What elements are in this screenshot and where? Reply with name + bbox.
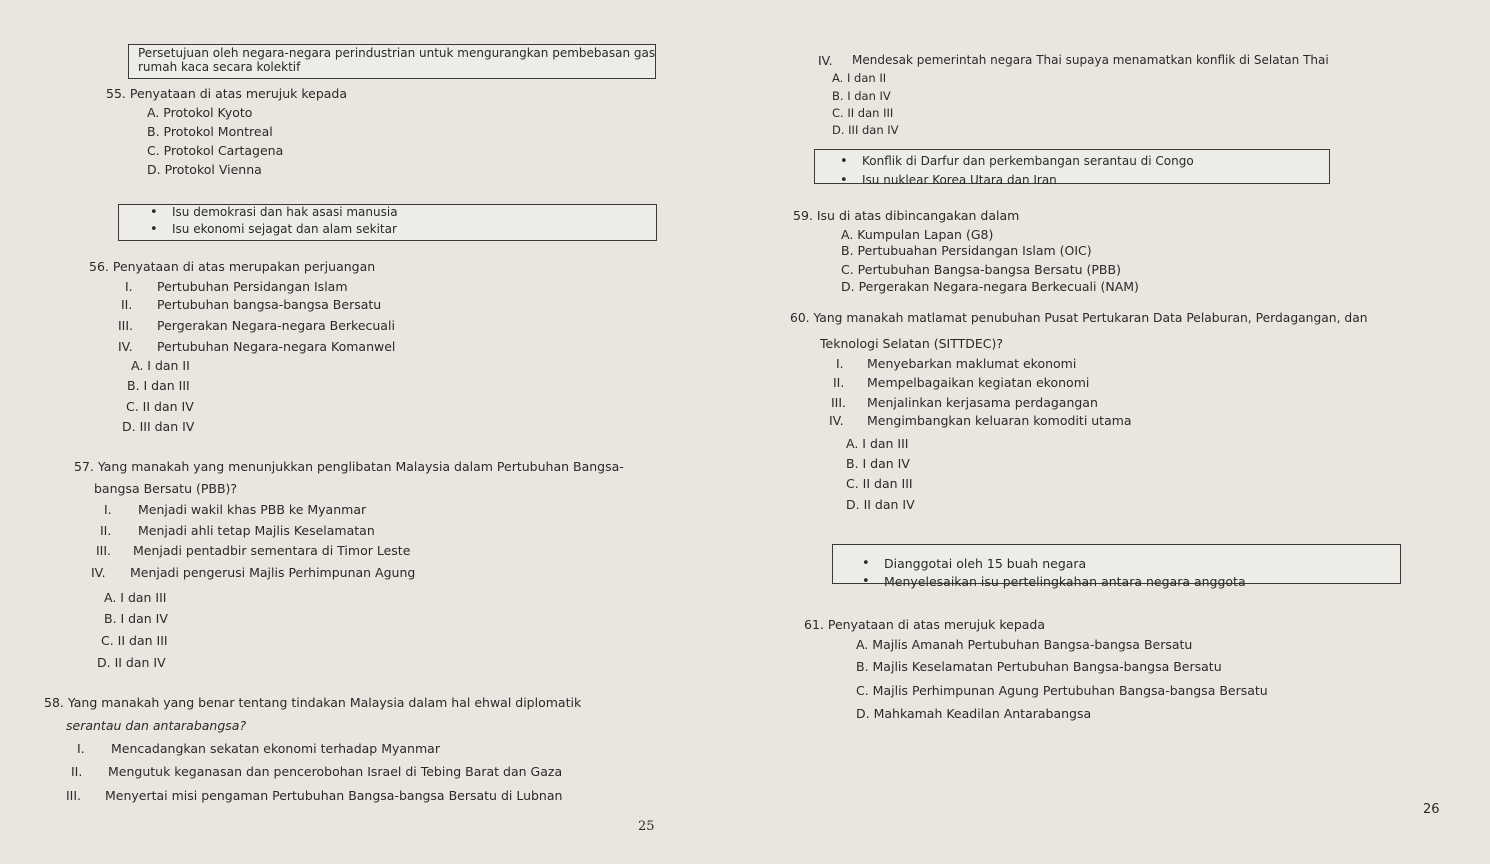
option-d: D. Pergerakan Negara-negara Berkecuali (NAM) [841, 279, 1139, 294]
option-a: A. I dan III [104, 590, 167, 605]
statement-text: Menjadi ahli tetap Majlis Keselamatan [138, 523, 375, 538]
option-a: A. Protokol Kyoto [147, 105, 253, 120]
option-d: D. II dan IV [97, 655, 166, 670]
statement-text: Mendesak pemerintah negara Thai supaya menamatkan konflik di Selatan Thai [852, 53, 1329, 67]
statement-numeral: I. [836, 356, 844, 371]
question-57-stem-cont: bangsa Bersatu (PBB)? [94, 481, 238, 496]
option-b: B. Protokol Montreal [147, 124, 273, 139]
bullet-item: • Isu ekonomi sejagat dan alam sekitar [172, 222, 397, 237]
statement-numeral: I. [104, 502, 112, 517]
option-d: D. II dan IV [846, 497, 915, 512]
statement-numeral: II. [71, 764, 83, 779]
option-c: C. II dan IV [126, 399, 194, 414]
statement-numeral: II. [100, 523, 112, 538]
option-d: D. Mahkamah Keadilan Antarabangsa [856, 706, 1092, 721]
box-text-line: rumah kaca secara kolektif [138, 60, 301, 74]
statement-numeral: II. [833, 375, 845, 390]
question-55-stem: 55. Penyataan di atas merujuk kepada [106, 86, 348, 101]
option-c: C. Pertubuhan Bangsa-bangsa Bersatu (PBB) [841, 262, 1121, 277]
option-a: A. I dan III [846, 436, 909, 451]
statement-numeral: IV. [829, 413, 844, 428]
statement-text: Menjadi pentadbir sementara di Timor Leste [133, 543, 411, 558]
statement-numeral: II. [121, 297, 133, 312]
bullet-item: • Isu nuklear Korea Utara dan Iran [862, 173, 1057, 188]
option-c: C. II dan III [846, 476, 913, 491]
statement-text: Pergerakan Negara-negara Berkecuali [157, 318, 395, 333]
question-58-stem-cont: serantau dan antarabangsa? [66, 718, 247, 733]
bullet-item: • Isu demokrasi dan hak asasi manusia [172, 205, 398, 220]
option-a: A. I dan II [832, 71, 887, 85]
option-d: D. III dan IV [832, 123, 899, 137]
option-a: A. I dan II [131, 358, 190, 373]
statement-numeral: I. [125, 279, 133, 294]
statement-text: Mengutuk keganasan dan pencerobohan Israel di Tebing Barat dan Gaza [108, 764, 563, 779]
statement-text: Menyebarkan maklumat ekonomi [867, 356, 1077, 371]
statement-numeral: III. [66, 788, 82, 803]
statement-text: Mengimbangkan keluaran komoditi utama [867, 413, 1132, 428]
page-number: 26 [1423, 802, 1440, 817]
question-57-stem: 57. Yang manakah yang menunjukkan penglibatan Malaysia dalam Pertubuhan Bangsa- [74, 459, 624, 474]
question-56-stem: 56. Penyataan di atas merupakan perjuangan [89, 259, 376, 274]
option-b: B. I dan III [127, 378, 190, 393]
box-text-line: Persetujuan oleh negara-negara perindustrian untuk mengurangkan pembebasan gas [138, 46, 656, 60]
question-60-stem-cont: Teknologi Selatan (SITTDEC)? [820, 336, 1004, 351]
option-d: D. III dan IV [122, 419, 195, 434]
question-60-stem: 60. Yang manakah matlamat penubuhan Pusat Pertukaran Data Pelaburan, Perdagangan, dan [790, 311, 1368, 325]
statement-text: Mempelbagaikan kegiatan ekonomi [867, 375, 1090, 390]
statement-numeral: IV. [818, 53, 833, 68]
statement-numeral: IV. [91, 565, 106, 580]
statement-numeral: IV. [118, 339, 133, 354]
bullet-item: • Konflik di Darfur dan perkembangan serantau di Congo [862, 154, 1194, 169]
question-61-stem: 61. Penyataan di atas merujuk kepada [804, 617, 1046, 632]
statement-text: Mencadangkan sekatan ekonomi terhadap Myanmar [111, 741, 440, 756]
question-58-stem: 58. Yang manakah yang benar tentang tindakan Malaysia dalam hal ehwal diplomatik [44, 695, 582, 710]
statement-numeral: III. [831, 395, 847, 410]
statement-text: Pertubuhan bangsa-bangsa Bersatu [157, 297, 382, 312]
option-a: A. Kumpulan Lapan (G8) [841, 227, 994, 242]
question-59-stem: 59. Isu di atas dibincangakan dalam [793, 208, 1020, 223]
statement-text: Menjalinkan kerjasama perdagangan [867, 395, 1098, 410]
page-number: 25 [638, 819, 655, 834]
option-b: B. Pertubuahan Persidangan Islam (OIC) [841, 243, 1092, 258]
statement-text: Menyertai misi pengaman Pertubuhan Bangsa-bangsa Bersatu di Lubnan [105, 788, 563, 803]
statement-text: Menjadi wakil khas PBB ke Myanmar [138, 502, 367, 517]
statement-numeral: III. [118, 318, 134, 333]
option-b: B. I dan IV [104, 611, 168, 626]
option-c: C. Majlis Perhimpunan Agung Pertubuhan Bangsa-bangsa Bersatu [856, 683, 1268, 698]
statement-numeral: I. [77, 741, 85, 756]
option-c: C. II dan III [832, 106, 894, 120]
statement-numeral: III. [96, 543, 112, 558]
option-b: B. Majlis Keselamatan Pertubuhan Bangsa-bangsa Bersatu [856, 659, 1222, 674]
option-d: D. Protokol Vienna [147, 162, 262, 177]
option-a: A. Majlis Amanah Pertubuhan Bangsa-bangsa Bersatu [856, 637, 1193, 652]
option-b: B. I dan IV [846, 456, 910, 471]
bullet-item: • Dianggotai oleh 15 buah negara [884, 556, 1086, 571]
statement-text: Pertubuhan Persidangan Islam [157, 279, 348, 294]
bullet-item: • Menyelesaikan isu pertelingkahan antara negara anggota [884, 574, 1246, 589]
option-c: C. Protokol Cartagena [147, 143, 284, 158]
option-c: C. II dan III [101, 633, 168, 648]
statement-text: Menjadi pengerusi Majlis Perhimpunan Agung [130, 565, 416, 580]
statement-text: Pertubuhan Negara-negara Komanwel [157, 339, 396, 354]
option-b: B. I dan IV [832, 89, 891, 103]
